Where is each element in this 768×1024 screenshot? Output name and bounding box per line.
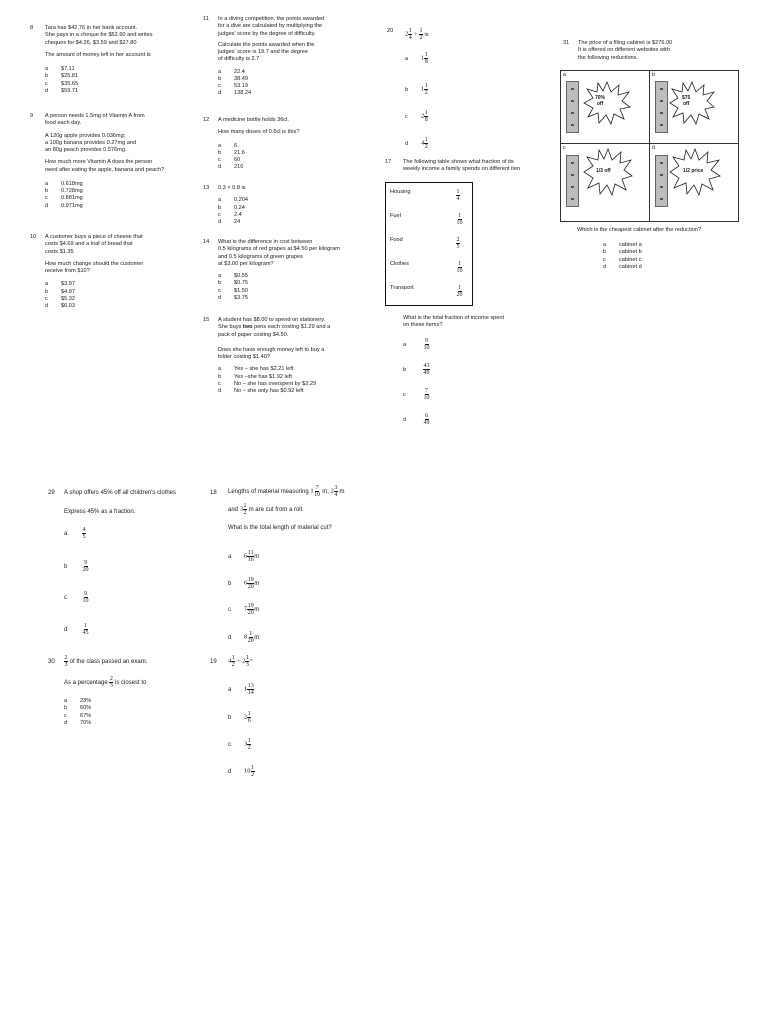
question-detail: A 120g apple provides 0.036mg; a 100g banana provides 0.27mg and an 80g peach provides 0.576mg. xyxy=(45,132,137,154)
question-ask: Which is the cheapest cabinet after the reduction? xyxy=(577,227,702,233)
option-list xyxy=(218,197,363,226)
question-30 xyxy=(48,655,198,750)
question-ask: How much change should the customer receive from $10? xyxy=(45,260,144,275)
question-stem: A person needs 1.5mg of Vitamin A from food each day. xyxy=(45,113,145,127)
option-a[interactable]: a 23% xyxy=(64,698,92,704)
option-b[interactable]: b $4.97 xyxy=(45,288,75,295)
question-number: 31 xyxy=(563,40,570,46)
option-a[interactable]: a $\frac{4}{5}$ xyxy=(64,527,86,540)
badge-label: 1/2 price xyxy=(683,168,704,174)
option-a[interactable]: a 22.4 xyxy=(218,68,245,75)
filing-cabinet-icon xyxy=(655,155,668,207)
question-20 xyxy=(387,28,517,158)
cell-letter: d xyxy=(652,145,655,151)
question-stem: In a diving competition, the points awarded for a dive are calculated by multiplying the judges' score by the degree of difficulty. xyxy=(218,16,325,37)
option-c[interactable]: c 60 xyxy=(218,157,241,164)
badge-label: $75 off xyxy=(682,95,691,107)
option-list xyxy=(218,366,373,395)
question-19 xyxy=(210,655,350,785)
option-a[interactable]: a Yes – she has $2.21 left xyxy=(218,366,294,373)
option-d[interactable]: d $\frac{6}{49}$ xyxy=(403,413,430,426)
option-list xyxy=(218,143,363,172)
option-c[interactable]: c No – she has overspent by $2.29 xyxy=(218,380,317,387)
option-list xyxy=(45,281,190,310)
question-13 xyxy=(203,185,363,235)
option-a[interactable]: a cabinet a xyxy=(603,242,642,248)
grid-divider xyxy=(561,143,738,144)
question-number: 17 xyxy=(385,159,392,165)
option-b[interactable]: b 1 $\frac{1}{2}$ xyxy=(405,83,428,96)
option-list xyxy=(218,69,373,98)
option-d[interactable]: d 0.971mg xyxy=(45,202,83,209)
question-stem: The following table shows what fraction of its weekly income a family spends on different iten xyxy=(403,159,521,173)
question-ask: As a percentage $\frac{2}{3}$ is closest to xyxy=(64,676,147,689)
question-stem: 0.3 × 0.8 is xyxy=(218,185,246,191)
filing-cabinet-icon xyxy=(566,81,579,133)
option-list xyxy=(45,181,195,210)
question-number: 19 xyxy=(210,659,217,665)
burst-badge-icon xyxy=(669,81,715,125)
question-ask: Express 45% as a fraction. xyxy=(64,508,136,515)
filing-cabinet-icon xyxy=(655,81,668,133)
question-12 xyxy=(203,117,363,182)
question-17 xyxy=(385,159,550,434)
option-c[interactable]: c 2.4 xyxy=(218,211,242,218)
option-a[interactable]: a 6 $\frac{11}{16}$ m xyxy=(228,550,260,563)
question-ask: Does she have enough money left to buy a folder costing $1.40? xyxy=(218,346,325,361)
option-b[interactable]: b Yes –she has $1.92 left xyxy=(218,373,292,380)
option-b[interactable]: b $0.75 xyxy=(218,280,248,287)
grid-divider xyxy=(649,71,650,221)
cell-letter: a xyxy=(563,72,566,78)
question-stem: $\frac{2}{3}$ of the class passed an exam. xyxy=(64,655,148,668)
option-d[interactable]: d 24 xyxy=(218,219,241,226)
question-ask: What is the total fraction of income spent on these items? xyxy=(403,315,505,329)
question-15 xyxy=(203,317,373,407)
question-9 xyxy=(30,113,195,228)
question-ask: How many doses of 0.6cl is this? xyxy=(218,129,300,136)
cell-letter: b xyxy=(652,72,655,78)
option-d[interactable]: d $3.75 xyxy=(218,294,248,301)
question-18 xyxy=(210,485,380,650)
question-expression: 2 $\frac{1}{4}$ ÷ $\frac{1}{2}$ is xyxy=(405,28,429,41)
option-b[interactable]: b 2 $\frac{1}{6}$ xyxy=(228,711,251,724)
question-number: 15 xyxy=(203,317,210,323)
option-d[interactable]: d $59.71 xyxy=(45,87,79,94)
question-ask: How much more Vitamin A does the person need after eating the apple, banana and peach? xyxy=(45,159,165,173)
cell-letter: c xyxy=(563,145,566,151)
option-b[interactable]: b 0.728mg xyxy=(45,188,83,195)
question-expression: 4 $\frac{1}{2}$ ÷ 2 $\frac{1}{3}$ = xyxy=(228,655,254,668)
burst-badge-icon xyxy=(583,81,631,125)
question-ask: The amount of money left in her account is xyxy=(45,51,151,58)
option-d[interactable]: d 138.24 xyxy=(218,90,252,97)
option-b[interactable]: b $\frac{43}{49}$ xyxy=(403,363,430,376)
option-b[interactable]: b 6 $\frac{19}{20}$ m xyxy=(228,577,260,590)
question-number: 20 xyxy=(387,28,394,34)
question-stem: A customer buys a piece of cheese that costs $4.69 and a loaf of bread that costs $1.35 xyxy=(45,234,143,255)
option-b[interactable]: b 60% xyxy=(64,705,92,712)
option-c[interactable]: c 2 $\frac{1}{8}$ xyxy=(405,110,428,123)
question-11 xyxy=(203,16,373,111)
option-a[interactable]: a $\frac{9}{10}$ xyxy=(403,338,430,351)
option-a[interactable]: a $0.55 xyxy=(218,273,248,280)
question-stem: The price of a filing cabinet is $276.00 It is offered on different websites with the following reductions. xyxy=(578,40,673,61)
filing-cabinet-icon xyxy=(566,155,579,207)
spending-table: Housing $\frac{1}{4}$ Fuel $\frac{1}{10}$ Food $\frac{2}{5}$ Clothes $\frac{1}{10}$ Transport $\frac{1}{20}$ xyxy=(385,182,473,306)
option-a[interactable]: a 0.618mg xyxy=(45,180,83,187)
badge-label: 70% off xyxy=(595,95,606,107)
question-number: 10 xyxy=(30,234,37,240)
question-stem: A student has $8.00 to spend on stationery. She buys two pens each costing $1.29 and a pack of paper costing $4.50. xyxy=(218,317,331,338)
question-number: 30 xyxy=(48,659,55,665)
option-a[interactable]: a $3.97 xyxy=(45,281,75,288)
option-d[interactable]: d 10 $\frac{1}{2}$ xyxy=(228,765,254,778)
question-29 xyxy=(48,490,198,645)
question-31 xyxy=(563,40,748,275)
question-number: 9 xyxy=(30,113,34,119)
question-ask: Calculate the points awarded when the judges' score is 19.7 and the degree of difficulty is 2.7 xyxy=(218,41,315,63)
option-c[interactable]: c $\frac{9}{10}$ xyxy=(64,591,89,604)
badge-label: 1/3 off xyxy=(596,168,611,174)
question-number: 29 xyxy=(48,490,55,496)
question-stem-cont: and 3 $\frac{1}{2}$ m are cut from a roll. xyxy=(228,503,304,516)
option-a[interactable]: a 6 xyxy=(218,142,238,149)
question-number: 8 xyxy=(30,25,34,31)
question-stem: Tara has $42.76 in her bank account. She pays in a cheque for $52.60 and writes cheques for $4.26, $3.59 and $27.80 xyxy=(45,25,153,46)
question-number: 14 xyxy=(203,239,210,245)
option-list xyxy=(45,66,190,95)
question-stem: Lengths of material measuring 1 $\frac{7}{10}$ m, 2 $\frac{3}{4}$ m xyxy=(228,485,345,498)
question-stem: A shop offers 45% off all children's clothes xyxy=(64,490,176,496)
option-c[interactable]: c $5.32 xyxy=(45,295,75,302)
question-8 xyxy=(30,25,190,110)
option-b[interactable]: b $25.81 xyxy=(45,73,79,80)
cabinet-grid xyxy=(560,70,739,222)
question-number: 18 xyxy=(210,490,217,496)
question-number: 13 xyxy=(203,185,210,191)
option-d[interactable]: d cabinet d xyxy=(603,263,642,270)
question-stem: A medicine bottle holds 36cl. xyxy=(218,117,289,123)
option-c[interactable]: c $35.65 xyxy=(45,80,79,87)
option-list xyxy=(218,273,378,302)
option-d[interactable]: d 216 xyxy=(218,164,244,171)
option-list xyxy=(64,698,198,727)
option-b[interactable]: b cabinet b xyxy=(603,249,642,256)
option-d[interactable]: d $\frac{1}{45}$ xyxy=(64,623,89,636)
option-b[interactable]: b $\frac{9}{20}$ xyxy=(64,560,89,573)
option-list xyxy=(603,242,642,271)
option-d[interactable]: d 70% xyxy=(64,719,92,726)
option-b[interactable]: b 21.6 xyxy=(218,149,245,156)
question-number: 12 xyxy=(203,117,210,123)
option-b[interactable]: b 38.49 xyxy=(218,75,248,82)
option-a[interactable]: a $7.11 xyxy=(45,66,75,73)
option-c[interactable]: c 3 $\frac{1}{2}$ xyxy=(228,738,251,751)
option-d[interactable]: d No – she only has $0.92 left xyxy=(218,388,304,395)
option-c[interactable]: c $\frac{7}{10}$ xyxy=(403,388,430,401)
option-c[interactable]: c 53.19 xyxy=(218,83,248,90)
option-d[interactable]: d 8 $\frac{1}{20}$ m xyxy=(228,631,260,644)
option-c[interactable]: c $1.50 xyxy=(218,287,248,294)
question-10 xyxy=(30,234,190,329)
option-d[interactable]: d 4 $\frac{1}{2}$ xyxy=(405,137,428,150)
option-a[interactable]: a 1 $\frac{1}{8}$ xyxy=(405,52,428,65)
question-ask: What is the total length of material cut? xyxy=(228,525,332,531)
option-c[interactable]: c cabinet c xyxy=(603,256,642,263)
option-d[interactable]: d $6.03 xyxy=(45,303,75,310)
question-number: 11 xyxy=(203,16,209,22)
option-a[interactable]: a 1 $\frac{13}{14}$ xyxy=(228,683,254,696)
question-14 xyxy=(203,239,378,314)
option-a[interactable]: a 0.204 xyxy=(218,197,248,204)
option-b[interactable]: b 0.24 xyxy=(218,204,245,211)
option-c[interactable]: c 67% xyxy=(64,712,92,719)
option-c[interactable]: c 0.881mg xyxy=(45,195,83,202)
question-stem: What is the difference in cost between 0.5 kilograms of red grapes at $4.50 per kilogram and 0.5 kilograms of green grapes at $3.00 per kilogram? xyxy=(218,239,340,267)
option-c[interactable]: c 7 $\frac{19}{20}$ m xyxy=(228,603,260,616)
